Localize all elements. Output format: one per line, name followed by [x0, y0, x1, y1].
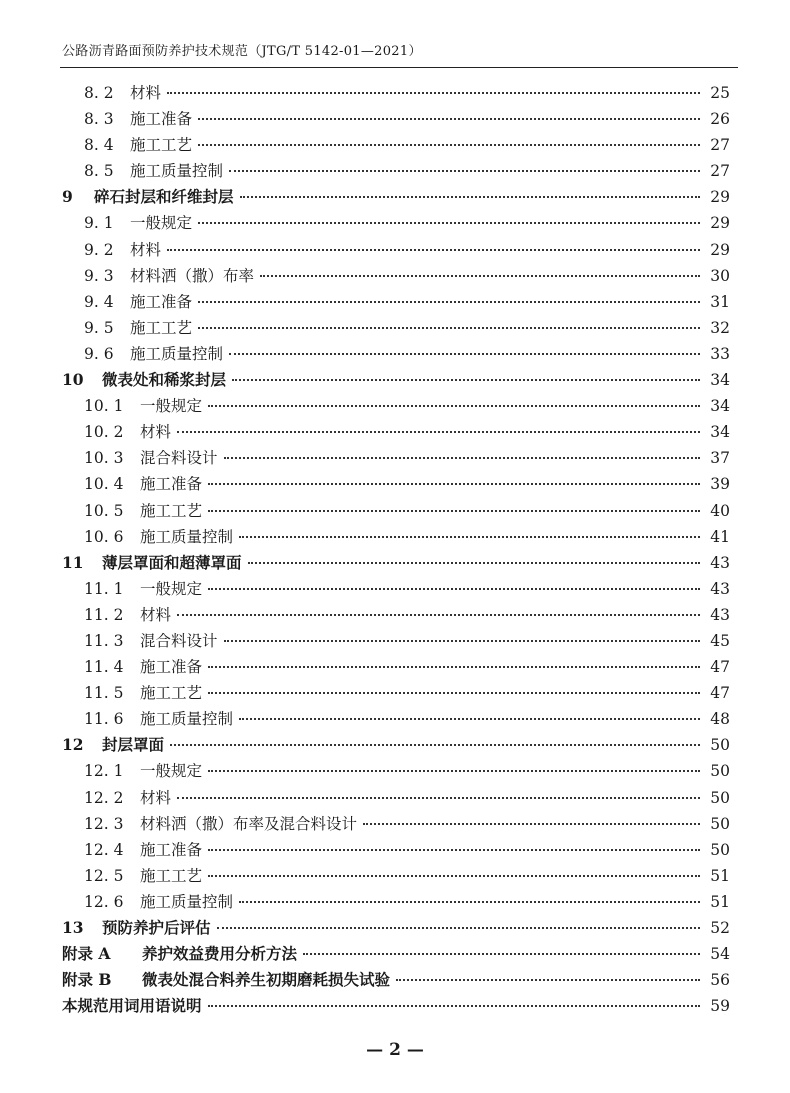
toc-entry: [62, 106, 730, 132]
toc-entry-page: 40: [710, 501, 730, 520]
running-header: 公路沥青路面预防养护技术规范（JTG/T 5142-01—2021）: [62, 44, 422, 59]
toc-entry: [62, 863, 730, 889]
toc-entry-title: 施工准备: [140, 840, 203, 859]
toc-entry-page: 37: [710, 449, 730, 468]
toc-entry-page: 51: [710, 892, 730, 911]
toc-entry-number: 8. 5: [84, 162, 114, 181]
toc-entry-title: 材料: [140, 605, 172, 624]
toc-entry-title: 养护效益费用分析方法: [142, 944, 298, 964]
toc-entry: [62, 628, 730, 654]
dot-leader: [167, 249, 700, 251]
toc-entry-page: 45: [710, 631, 730, 650]
toc-entry-number: 12. 4: [84, 840, 124, 859]
toc-entry-title: 施工准备: [140, 658, 203, 677]
toc-entry: [62, 341, 730, 367]
toc-entry-page: 56: [710, 971, 730, 990]
dot-leader: [170, 744, 700, 746]
toc-entry-number: 11. 5: [84, 684, 124, 703]
toc-entry: [62, 732, 730, 758]
toc-entry-number: 11. 3: [84, 631, 124, 650]
toc-entry-page: 41: [710, 527, 730, 546]
toc-entry: [62, 471, 730, 497]
toc-entry-number: 8. 3: [84, 110, 114, 129]
toc-entry-number: 9: [62, 187, 73, 207]
toc-entry: [62, 680, 730, 706]
toc-entry-page: 34: [710, 371, 730, 390]
toc-entry-title: 微表处和稀浆封层: [102, 370, 227, 390]
toc-entry: [62, 654, 730, 680]
toc-entry-number: 10. 4: [84, 475, 124, 494]
toc-entry-number: 附录 A: [62, 944, 111, 964]
toc-entry: [62, 758, 730, 784]
toc-entry-title: 施工准备: [140, 475, 203, 494]
toc-entry-number: 9. 4: [84, 292, 114, 311]
toc-entry-number: 12. 1: [84, 762, 124, 781]
dot-leader: [208, 1005, 700, 1007]
toc-entry: [62, 993, 730, 1019]
dot-leader: [232, 379, 700, 381]
dot-leader: [208, 666, 700, 668]
toc-entry-number: 9. 2: [84, 240, 114, 259]
toc-entry: [62, 237, 730, 263]
toc-entry-title: 一般规定: [140, 579, 203, 598]
toc-entry-number: 12. 5: [84, 866, 124, 885]
dot-leader: [208, 483, 700, 485]
toc-entry: [62, 967, 730, 993]
toc-entry-number: 12. 6: [84, 892, 124, 911]
toc-entry-title: 材料: [140, 788, 172, 807]
dot-leader: [239, 718, 700, 720]
toc-entry-title: 施工工艺: [140, 866, 203, 885]
dot-leader: [396, 979, 700, 981]
dot-leader: [198, 118, 700, 120]
dot-leader: [208, 588, 700, 590]
toc-entry-title: 一般规定: [140, 762, 203, 781]
toc-entry-number: 10. 6: [84, 527, 124, 546]
dot-leader: [303, 953, 700, 955]
toc-entry-title: 施工质量控制: [130, 162, 224, 181]
toc-entry-title: 施工准备: [130, 110, 193, 129]
toc-entry-number: 9. 3: [84, 266, 114, 285]
toc-entry: [62, 915, 730, 941]
toc-entry: [62, 785, 730, 811]
dot-leader: [208, 770, 700, 772]
dot-leader: [229, 353, 700, 355]
toc-entry-page: 48: [710, 710, 730, 729]
toc-entry-title: 混合料设计: [140, 631, 218, 650]
toc-entry-page: 43: [710, 605, 730, 624]
toc-entry-number: 13: [62, 918, 84, 937]
toc-entry-number: 8. 4: [84, 136, 114, 155]
dot-leader: [208, 510, 700, 512]
toc-entry-number: 12. 2: [84, 788, 124, 807]
toc-entry-title: 材料洒（撒）布率: [130, 266, 255, 285]
toc-entry: [62, 210, 730, 236]
toc-entry-page: 25: [710, 84, 730, 102]
dot-leader: [198, 301, 700, 303]
toc-entry-page: 29: [710, 240, 730, 259]
toc-entry-title: 施工质量控制: [130, 344, 224, 363]
toc-entry-number: 11. 2: [84, 605, 124, 624]
toc-entry-page: 27: [710, 136, 730, 155]
toc-entry: [62, 706, 730, 732]
toc-entry-title: 封层罩面: [102, 735, 165, 755]
toc-entry-number: 10. 5: [84, 501, 124, 520]
toc-entry: [62, 419, 730, 445]
dot-leader: [239, 901, 700, 903]
toc-entry-title: 施工工艺: [140, 501, 203, 520]
toc-entry-title: 混合料设计: [140, 449, 218, 468]
toc-entry-title: 施工质量控制: [140, 892, 234, 911]
dot-leader: [167, 92, 700, 94]
toc-entry-title: 材料: [130, 84, 162, 102]
toc-entry: [62, 80, 730, 106]
dot-leader: [198, 222, 700, 224]
toc-entry: [62, 158, 730, 184]
toc-entry-title: 施工工艺: [130, 136, 193, 155]
toc-entry-page: 54: [710, 945, 730, 964]
dot-leader: [224, 640, 700, 642]
dot-leader: [177, 431, 700, 433]
toc-entry: [62, 941, 730, 967]
toc-entry-page: 32: [710, 318, 730, 337]
header-rule: [60, 67, 738, 68]
toc-entry-number: 8. 2: [84, 84, 114, 102]
toc-entry-number: 12: [62, 735, 84, 755]
toc-entry-page: 43: [710, 553, 730, 572]
toc-entry-page: 50: [710, 840, 730, 859]
toc-entry-page: 43: [710, 579, 730, 598]
toc-entry-title: 一般规定: [130, 214, 193, 233]
toc-entry: [62, 445, 730, 471]
toc-entry-page: 51: [710, 866, 730, 885]
dot-leader: [248, 562, 700, 564]
toc-entry-number: 9. 5: [84, 318, 114, 337]
toc-entry-number: 11. 6: [84, 710, 124, 729]
toc-entry: [62, 498, 730, 524]
toc-entry: [62, 889, 730, 915]
dot-leader: [177, 797, 700, 799]
toc-entry-page: 29: [710, 188, 730, 207]
table-of-contents: [62, 80, 730, 1019]
toc-entry: [62, 602, 730, 628]
toc-entry-number: 11. 1: [84, 579, 124, 598]
dot-leader: [239, 536, 700, 538]
toc-entry-title: 预防养护后评估: [102, 918, 211, 937]
toc-entry: [62, 263, 730, 289]
dot-leader: [240, 196, 700, 198]
toc-entry-page: 26: [710, 110, 730, 129]
toc-entry-number: 10. 3: [84, 449, 124, 468]
toc-entry-title: 材料: [140, 423, 172, 442]
toc-entry-page: 27: [710, 162, 730, 181]
toc-entry: [62, 315, 730, 341]
toc-entry-title: 碎石封层和纤维封层: [94, 187, 234, 207]
toc-entry-number: 12. 3: [84, 814, 124, 833]
toc-entry: [62, 132, 730, 158]
toc-entry-title: 施工质量控制: [140, 527, 234, 546]
dot-leader: [229, 170, 700, 172]
dot-leader: [208, 692, 700, 694]
toc-entry-title: 施工质量控制: [140, 710, 234, 729]
toc-entry-page: 59: [710, 997, 730, 1016]
toc-entry-title: 微表处混合料养生初期磨耗损失试验: [142, 970, 391, 990]
dot-leader: [208, 875, 700, 877]
dot-leader: [224, 457, 700, 459]
toc-entry-page: 39: [710, 475, 730, 494]
toc-entry: [62, 289, 730, 315]
toc-entry-number: 11. 4: [84, 658, 124, 677]
toc-entry-title: 材料: [130, 240, 162, 259]
toc-entry-title: 施工工艺: [140, 684, 203, 703]
toc-entry-page: 34: [710, 397, 730, 416]
toc-entry-number: 10. 1: [84, 397, 124, 416]
dot-leader: [198, 327, 700, 329]
toc-entry: [62, 524, 730, 550]
toc-entry-page: 50: [710, 788, 730, 807]
dot-leader: [198, 144, 700, 146]
dot-leader: [208, 405, 700, 407]
dot-leader: [208, 849, 700, 851]
toc-entry-number: 10: [62, 370, 84, 390]
toc-entry: [62, 393, 730, 419]
toc-entry: [62, 184, 730, 210]
toc-entry-page: 34: [710, 423, 730, 442]
toc-entry-page: 30: [710, 266, 730, 285]
toc-entry-page: 50: [710, 736, 730, 755]
toc-entry-page: 52: [710, 919, 730, 937]
toc-entry-title: 材料洒（撒）布率及混合料设计: [140, 814, 358, 833]
toc-entry-page: 47: [710, 684, 730, 703]
dot-leader: [260, 275, 700, 277]
toc-entry-number: 10. 2: [84, 423, 124, 442]
toc-entry-page: 31: [710, 292, 730, 311]
dot-leader: [217, 927, 700, 929]
toc-entry: [62, 811, 730, 837]
dot-leader: [363, 823, 700, 825]
toc-entry-page: 50: [710, 814, 730, 833]
toc-entry-number: 9. 6: [84, 344, 114, 363]
toc-entry-page: 33: [710, 344, 730, 363]
toc-entry-title: 一般规定: [140, 397, 203, 416]
toc-entry-title: 薄层罩面和超薄罩面: [102, 552, 242, 572]
toc-entry-page: 29: [710, 214, 730, 233]
toc-entry-title: 施工准备: [130, 292, 193, 311]
toc-entry: [62, 576, 730, 602]
toc-entry: [62, 367, 730, 393]
dot-leader: [177, 614, 700, 616]
toc-entry-page: 47: [710, 658, 730, 677]
toc-entry: [62, 550, 730, 576]
toc-entry: [62, 837, 730, 863]
toc-entry-number: 9. 1: [84, 214, 114, 233]
page-number: — 2 —: [366, 1040, 424, 1060]
toc-entry-number: 附录 B: [62, 970, 112, 990]
toc-entry-number: 11: [62, 552, 84, 572]
toc-entry-title: 施工工艺: [130, 318, 193, 337]
toc-entry-title: 本规范用词用语说明: [62, 996, 202, 1016]
toc-entry-page: 50: [710, 762, 730, 781]
